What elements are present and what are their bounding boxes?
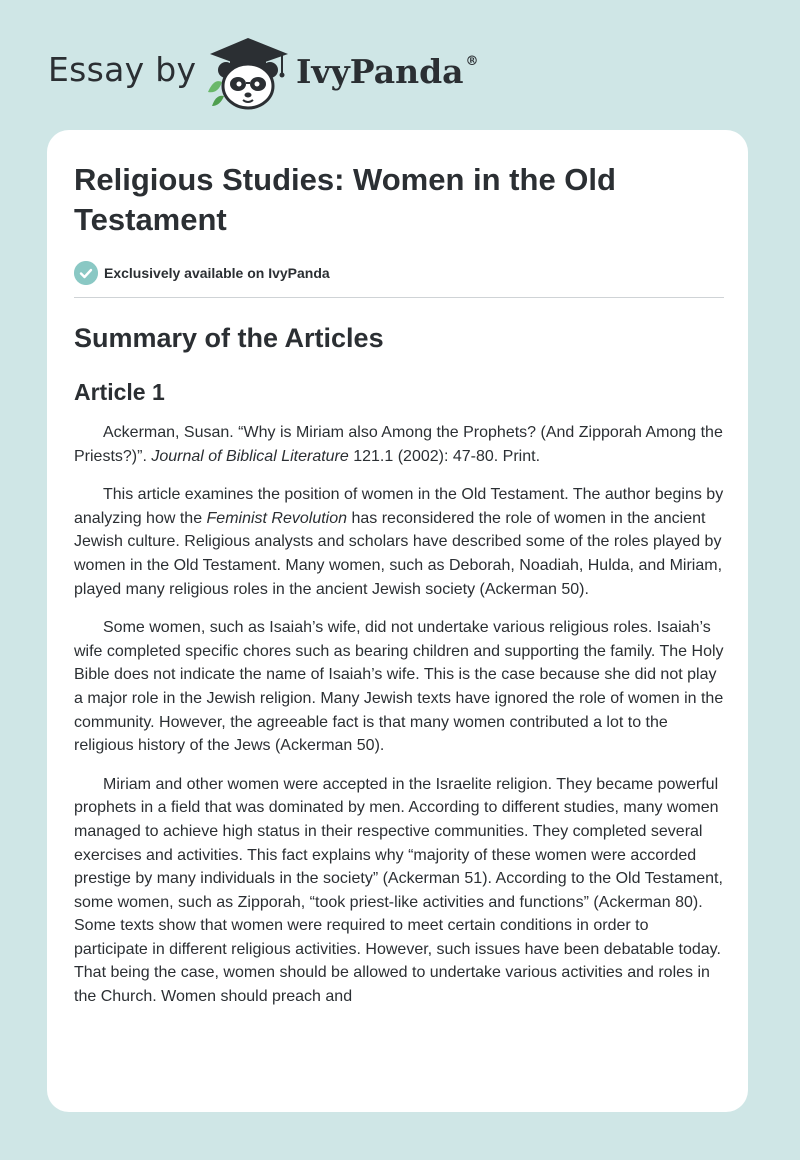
essay-card — [47, 130, 748, 1112]
paragraph-3: Miriam and other women were accepted in the Israelite religion. They became powerful prophets in a field that was dominated by men. According to different studies, many women managed to achieve high status in their respective communities. They completed several exercises and activities. This fact explains why “majority of these women were accorded prestige by many individuals in the society” (Ackerman 51). According to the Old Testament, some women, such as Zipporah, “took priest-like activities and functions” (Ackerman 80). Some texts show that women were required to meet certain conditions in order to participate in different religious activities. However, such issues have been debatable today. That being the case, women should be allowed to undertake various activities and roles in the Church. Women should preach and — [74, 775, 723, 1006]
brand-name[interactable]: IvyPanda ® — [296, 52, 479, 91]
brand-prefix: Essay by — [48, 50, 197, 89]
site-header — [0, 0, 800, 130]
divider — [74, 297, 724, 298]
paragraph-2: Some women, such as Isaiah’s wife, did not undertake various religious roles. Isaiah’s wife completed specific chores such as bearing children and supporting the family. The Holy Bible does not indicate the name of Isaiah’s wife. This is the case because she did not play a major role in the Jewish religion. Many Jewish texts have ignored the role of women in the community. However, the agreeable fact is that many women contributed a lot to the religious history of the Jews (Ackerman 50). — [74, 619, 724, 755]
exclusive-text: Exclusively available on IvyPanda — [104, 265, 330, 281]
citation: Ackerman, Susan. “Why is Miriam also Among the Prophets? (And Zipporah Among the Priests?)”. Journal of Biblical Literature 121.1 (2002): 47-80. Print. — [74, 424, 723, 465]
subsection-heading: Article 1 — [74, 379, 165, 405]
page-title: Religious Studies: Women in the Old Testament — [74, 162, 616, 237]
paragraph-1: This article examines the position of women in the Old Testament. The author begins by analyzing how the Feminist Revolution has reconsidered the role of women in the ancient Jewish culture. Religious analysts and scholars have described some of the roles played by women in the Old Testament. Many women, such as Deborah, Noadiah, Hulda, and Miriam, played many religious roles in the ancient Jewish society (Ackerman 50). — [74, 486, 724, 598]
section-heading: Summary of the Articles — [74, 323, 384, 353]
check-circle-icon — [74, 261, 98, 285]
panda-logo-icon[interactable] — [202, 34, 292, 110]
exclusive-badge — [74, 260, 724, 286]
